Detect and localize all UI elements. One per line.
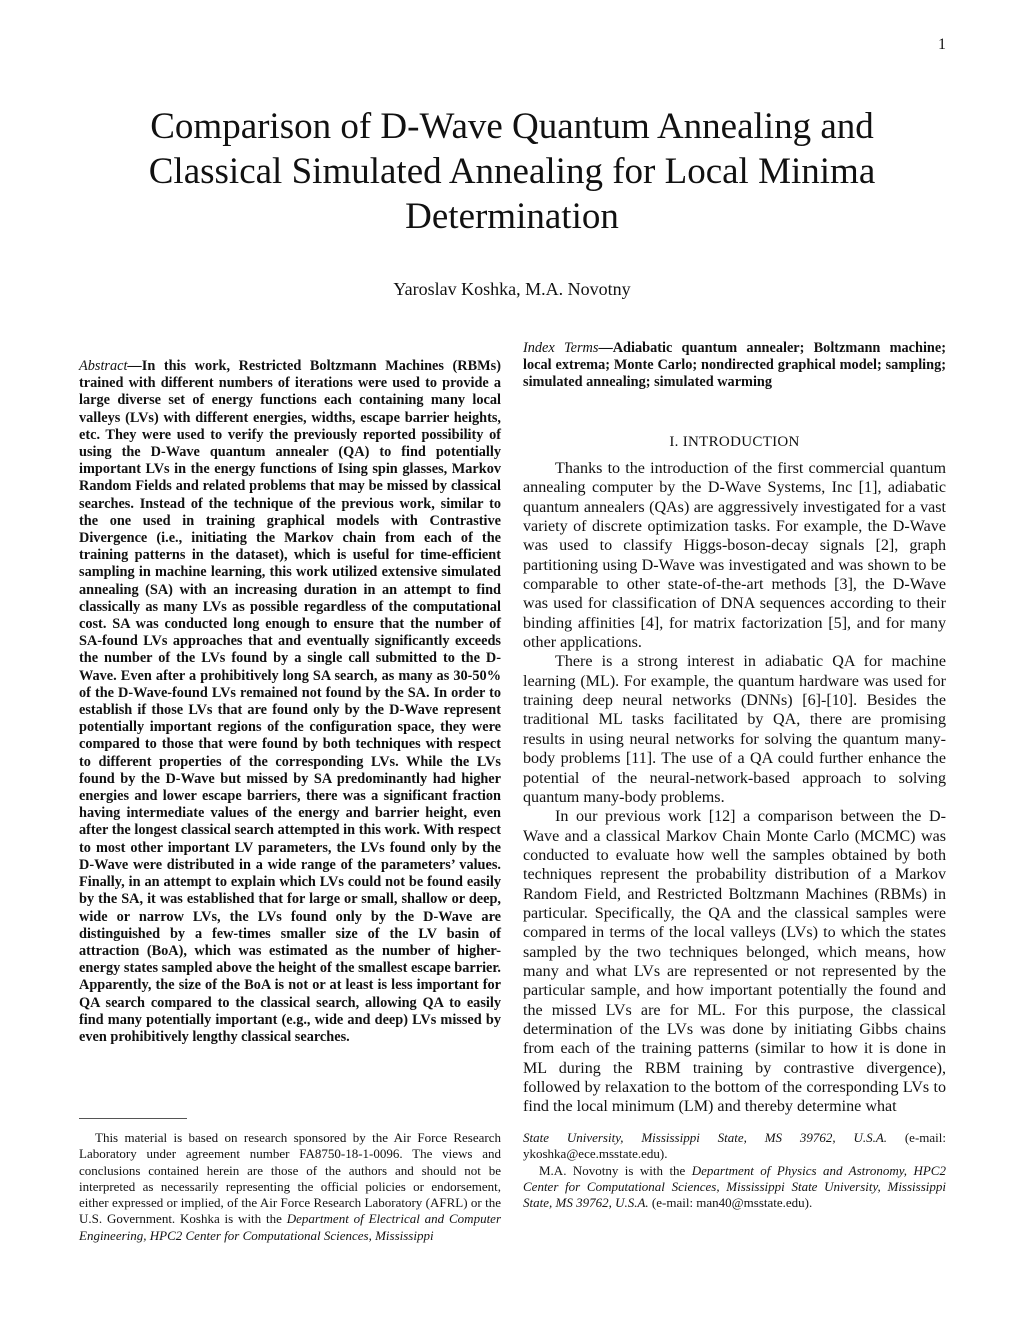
footnote-rule bbox=[79, 1118, 187, 1119]
footnote-right-novotny-email: (e-mail: man40@msstate.edu). bbox=[648, 1195, 813, 1211]
footnote-right bbox=[523, 1130, 946, 1211]
index-terms-label: Index Terms bbox=[523, 340, 599, 356]
index-terms-text: Adiabatic quantum annealer; Boltzmann machine; local extrema; Monte Carlo; nondirected graphical model; sampling; simulated annealing; simulated warming bbox=[523, 340, 946, 391]
abstract-text: In this work, Restricted Boltzmann Machines (RBMs) trained with different numbers of iterations were used to provide a large diverse set of energy functions each containing many local valleys (LVs) with different energies, widths, escape barrier heights, etc. They were used to verify the previously reported possibility of using the D-Wave quantum annealer (QA) to find potentially important LVs in the energy functions of Ising spin glasses, Markov Random Fields and related problems that may be missed by classical searches. Instead of the technique of the previous work, similar to the one used in training graphical models with Contrastive Divergence (i.e., initiating the Markov chain from each of the training patterns in the dataset), which is useful for time-efficient sampling in machine learning, this work utilized extensive simulated annealing (SA) with an increasing duration in an attempt to find classically as many LVs as possible regardless of the computational cost. SA was conducted long enough to ensure that the number of SA-found LVs approaches that and eventually significantly exceeds the number of the LVs found by a single call submitted to the D-Wave. Even after a prohibitively long SA search, as many as 30-50% of the D-Wave-found LVs remained not found by the SA. In order to establish if those LVs that are found only by the D-Wave represent potentially important regions of the configuration space, they were compared to those that were found by both techniques with respect to different properties of the corresponding LVs. While the LVs found by the D-Wave but missed by SA predominantly had higher energies and lower escape barriers, there was a significant fraction having intermediate values of the energy and barrier height, even after the longest classical search attempted in this work. With respect to most other important LV parameters, the LVs found only by the D-Wave were distributed in a wide range of the parameters’ values. Finally, in an attempt to explain which LVs could not be found easily by the SA, it was established that for large or small, shallow or deep, wide or narrow LVs, the LVs found only by the D-Wave are distinguished by a few-times smaller size of the LV basin of attraction (BoA), which was estimated as the number of higher-energy states sampled above the height of the smallest escape barrier. Apparently, the size of the BoA is not or at least is less important for QA search compared to the classical search, allowing QA to easily find many potentially important (e.g., wide and deep) LVs missed by even prohibitively lengthy classical searches. bbox=[79, 358, 501, 1045]
authors: Yaroslav Koshka, M.A. Novotny bbox=[393, 279, 631, 299]
index-terms-dash: — bbox=[598, 340, 613, 356]
section-title-rest: NTRODUCTION bbox=[688, 434, 800, 450]
footnote-left-affiliation: Department of Electrical and Computer Engineering, HPC2 Center for Computational Sciences, Mississippi bbox=[79, 1211, 502, 1243]
footnote-right-novotny: M.A. Novotny is with the bbox=[539, 1162, 692, 1178]
abstract-label: Abstract bbox=[79, 358, 128, 374]
abstract bbox=[79, 358, 501, 1046]
paper-title: Comparison of D-Wave Quantum Annealing and Classical Simulated Annealing for Local Minima Determination bbox=[148, 106, 876, 237]
footnote-right-email: (e-mail: ykoshka@ece.msstate.edu). bbox=[523, 1130, 946, 1162]
footnote-right-novotny-affiliation: Department of Physics and Astronomy, HPC2 Center for Computational Sciences, Mississippi State University, Mississippi State, MS 39762, U.S.A. bbox=[523, 1162, 946, 1211]
section-heading-introduction bbox=[523, 434, 946, 451]
index-terms bbox=[523, 340, 946, 392]
introduction-body bbox=[523, 459, 946, 1117]
paragraph: In our previous work [12] a comparison between the D-Wave and a classical Markov Chain Monte Carlo (MCMC) was conducted to evaluate how well the samples obtained by both techniques represent the probability distribution of a Markov Random Field, and Restricted Boltzmann Machines (RBMs) in particular. Specifically, the QA and the classical samples were compared in terms of the local valleys (LVs) to which the states sampled by the two techniques belonged, which means, how many and what LVs are represented or not represented by the particular sample, and how important potentially the found and the missed LVs are for ML. For this purpose, the classical determination of the LVs was done by initiating Gibbs chains from each of the training patterns (similar to how it is done in ML during the RBM training by contrastive divergence), followed by relaxation to the bottom of the corresponding LVs to find the local minimum (LM) and thereby determine what bbox=[523, 808, 946, 1116]
footnote-left-text: This material is based on research sponsored by the Air Force Research Laboratory under agreement number FA8750-18-1-0096. The views and conclusions contained herein are those of the authors and should not be interpreted as necessarily representing the official policies or endorsement, either expressed or implied, of the Air Force Research Laboratory (AFRL) or the U.S. Government. Koshka is with the bbox=[79, 1130, 501, 1227]
paragraph: Thanks to the introduction of the first commercial quantum annealing computer by the D-Wave Systems, Inc [1], adiabatic quantum annealers (QAs) are aggressively investigated for a vast variety of discrete optimization tasks. For example, the D-Wave was used to classify Higgs-boson-decay signals [2], graph partitioning using D-Wave was investigated and was shown to be comparable to other state-of-the-art methods [3], the D-Wave was used for classification of DNA sequences according to their binding affinities [4], for matrix factorization [5], and for many other applications. bbox=[523, 460, 946, 652]
footnote-right-affiliation: State University, Mississippi State, MS 39762, U.S.A. bbox=[523, 1130, 888, 1145]
section-title-first: I bbox=[682, 434, 689, 450]
paragraph: There is a strong interest in adiabatic QA for machine learning (ML). For example, the quantum hardware was used for training deep neural networks (DNNs) [6]-[10]. Besides the traditional ML tasks facilitated by QA, there are promising results in using neural networks for solving the quantum many-body problems [11]. The use of a QA could further enhance the potential of the neural-network-based approach to solving quantum many-body problems. bbox=[523, 653, 946, 806]
page-number: 1 bbox=[938, 36, 946, 53]
footnote-left bbox=[79, 1130, 501, 1244]
abstract-dash: — bbox=[127, 358, 142, 374]
section-number: I. bbox=[669, 434, 679, 450]
